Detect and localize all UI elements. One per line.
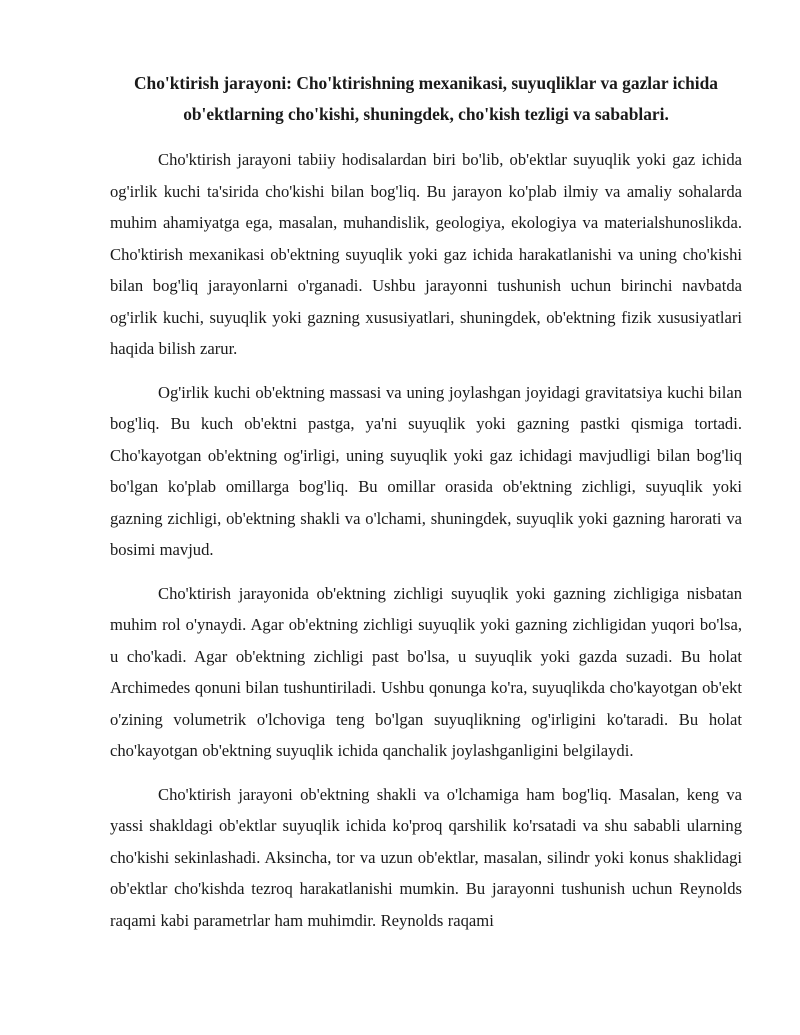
- paragraph-2: Og'irlik kuchi ob'ektning massasi va uning joylashgan joyidagi gravitatsiya kuchi bilan bog'liq. Bu kuch ob'ektni pastga, ya'ni suyuqlik yoki gazning pastki qismiga tortadi. Cho'kayotgan ob'ektning og'irligi, uning suyuqlik yoki gaz ichidagi mavjudligi bilan bog'liq bo'lgan ko'plab omillarga bog'liq. Bu omillar orasida ob'ektning zichligi, suyuqlik yoki gazning zichligi, ob'ektning shakli va o'lchami, shuningdek, suyuqlik yoki gazning harorati va bosimi mavjud.: [110, 382, 742, 559]
- document-body: [110, 68, 742, 948]
- document-title: Cho'ktirish jarayoni: Cho'ktirishning mexanikasi, suyuqliklar va gazlar ichida ob'ektlarning cho'kishi, shuningdek, cho'kish tezligi va sabablari.: [134, 73, 718, 124]
- paragraph-3: Cho'ktirish jarayonida ob'ektning zichligi suyuqlik yoki gazning zichligiga nisbatan muhim rol o'ynaydi. Agar ob'ektning zichligi suyuqlik yoki gazning zichligidan yuqori bo'lsa, u cho'kadi. Agar ob'ektning zichligi past bo'lsa, u suyuqlik yoki gazda suzadi. Bu holat Archimedes qonuni bilan tushuntiriladi. Ushbu qonunga ko'ra, suyuqlikda cho'kayotgan ob'ekt o'zining volumetrik o'lchoviga teng bo'lgan suyuqlikning og'irligini ko'taradi. Bu holat cho'kayotgan ob'ektning suyuqlik ichida qanchalik joylashganligini belgilaydi.: [110, 583, 742, 760]
- paragraph-1: Cho'ktirish jarayoni tabiiy hodisalardan biri bo'lib, ob'ektlar suyuqlik yoki gaz ichida og'irlik kuchi ta'sirida cho'kishi bilan bog'liq. Bu jarayon ko'plab ilmiy va amaliy sohalarda muhim ahamiyatga ega, masalan, muhandislik, geologiya, ekologiya va materialshunoslikda. Cho'ktirish mexanikasi ob'ektning suyuqlik yoki gaz ichida harakatlanishi va uning cho'kishi bilan bog'liq jarayonlarni o'rganadi. Ushbu jarayonni tushunish uchun birinchi navbatda og'irlik kuchi, suyuqlik yoki gazning xususiyatlari, shuningdek, ob'ektning fizik xususiyatlari haqida bilish zarur.: [110, 150, 742, 358]
- paragraph-4: Cho'ktirish jarayoni ob'ektning shakli va o'lchamiga ham bog'liq. Masalan, keng va yassi shakldagi ob'ektlar suyuqlik ichida ko'proq qarshilik ko'rsatadi va shu sababli ularning cho'kishi sekinlashadi. Aksincha, tor va uzun ob'ektlar, masalan, silindr yoki konus shaklidagi ob'ektlar cho'kishda tezroq harakatlanishi mumkin. Bu jarayonni tushunish uchun Reynolds raqami kabi parametrlar ham muhimdir. Reynolds raqami: [110, 784, 742, 930]
